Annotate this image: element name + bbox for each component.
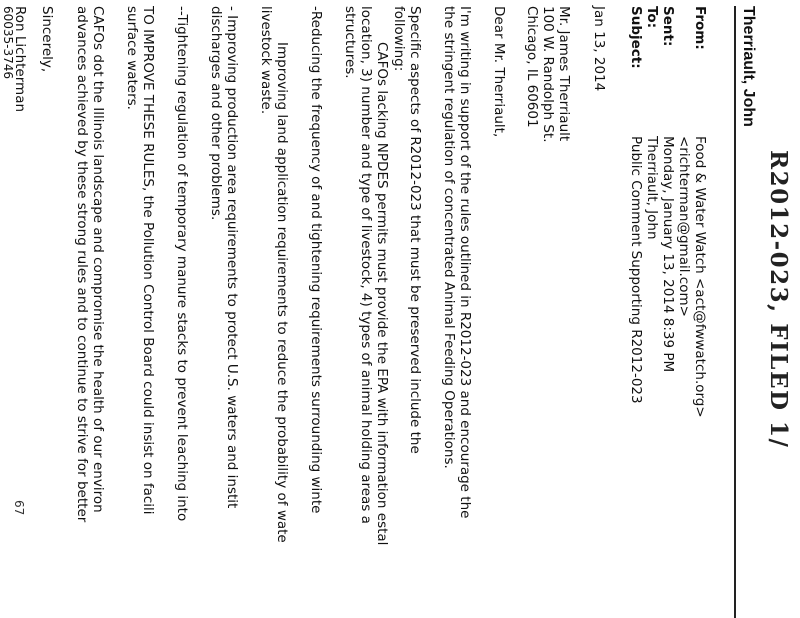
- to-value: Therriault, John: [644, 136, 660, 240]
- improving-prod-line: discharges and other problems.: [208, 6, 224, 221]
- from-email: <richterman@gmail.com>: [676, 136, 692, 317]
- filing-stamp: R2012-023, FILED 1/: [765, 150, 792, 449]
- intro-line: the stringent regulation of concentrated Animal Feeding Operations.: [441, 6, 457, 469]
- letter-date: Jan 13, 2014: [591, 6, 607, 92]
- closing-line: advances achieved by these strong rules and to continue to strive for better: [74, 6, 90, 523]
- tightening-line: --Tightening regulation of temporary manure stacks to prevent leaching into: [174, 6, 190, 522]
- signer-name: Ron Lichterman: [12, 6, 28, 113]
- address-line: Chicago, IL 60601: [524, 6, 540, 128]
- cafo-line: structures.: [342, 6, 358, 79]
- header-rule: [734, 6, 736, 618]
- improving-land-line: livestock waste.: [258, 6, 274, 115]
- specific-line: Specific aspects of R2012-023 that must be preserved include the: [407, 6, 423, 454]
- page-number: 67: [12, 500, 26, 516]
- closing-line: CAFOs dot the Illinois landscape and compromise the health of our environ: [90, 6, 106, 513]
- sender-name: Therriault, John: [740, 6, 757, 127]
- improving-land-line: Improving land application requirements to reduce the probability of wate: [274, 42, 290, 543]
- subject-label: Subject:: [628, 6, 644, 69]
- specific-line: following:: [391, 6, 407, 72]
- from-value: Food & Water Watch <act@fwwatch.org>: [692, 136, 708, 418]
- salutation: Dear Mr. Therriault,: [491, 6, 507, 138]
- address-line: Mr. James Therriault: [556, 6, 572, 142]
- improving-prod-line: - Improving production area requirements to protect U.S. waters and instit: [224, 6, 240, 509]
- tightening-line: surface waters.: [124, 6, 140, 110]
- improve-rules-line: TO IMPROVE THESE RULES, the Pollution Control Board could insist on facili: [140, 6, 156, 515]
- cafo-line: location, 3) number and type of livestock, 4) types of animal holding areas a: [358, 6, 374, 524]
- zip-code: 60035-3746: [1, 6, 15, 80]
- sign-off: Sincerely,: [39, 6, 55, 73]
- cafo-line: CAFOs lacking NPDES permits must provide the EPA with information estal: [374, 42, 390, 546]
- reducing-line: -Reducing the frequency of and tightening requirements surrounding winte: [308, 6, 324, 514]
- subject-value: Public Comment Supporting R2012-023: [628, 136, 644, 404]
- intro-line: I'm writing in support of the rules outlined in R2012-023 and encourage the: [457, 6, 473, 519]
- address-line: 100 W. Randolph St.: [540, 6, 556, 143]
- from-label: From:: [692, 6, 708, 50]
- sent-label: Sent:: [660, 6, 676, 47]
- sent-value: Monday, January 13, 2014 8:39 PM: [660, 136, 676, 373]
- to-label: To:: [644, 6, 660, 29]
